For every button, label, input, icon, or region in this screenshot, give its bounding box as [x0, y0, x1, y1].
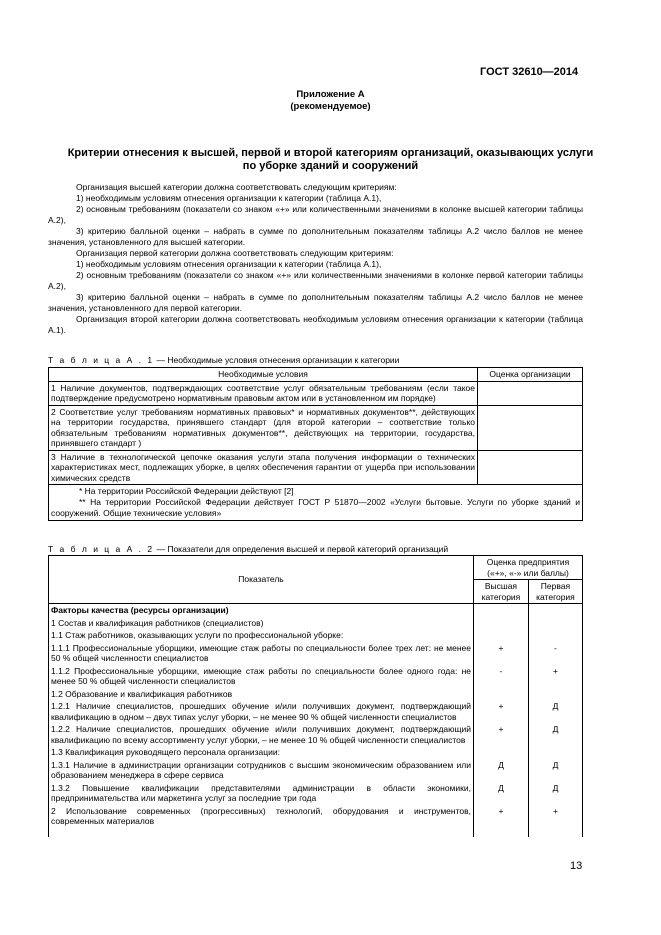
table2-highest-value: Д [474, 759, 529, 782]
page-number: 13 [570, 860, 583, 872]
table2-indicator: Факторы качества (ресурсы организации) [49, 604, 474, 617]
table2-first-value: Д [528, 759, 582, 782]
table2-first-value: Д [528, 723, 582, 746]
criteria-paragraphs [48, 182, 583, 336]
heading-line-2: по уборке зданий и сооружений [242, 160, 419, 172]
table2-header-assessment: Оценка предприятия («+», «-» или баллы) [474, 556, 583, 580]
paragraph: 2) основным требованиям (показатели со знаком «+» или количественными значениями в колонке высшей категории таблицы А.2), [48, 204, 583, 225]
paragraph: 2) основным требованиям (показатели со знаком «+» или количественными значениями в колонке первой категории таблицы А.2), [48, 270, 583, 291]
table2-indicator: 1.3 Квалификация руководящего персонала организации: [49, 746, 474, 759]
table2-indicator: 1.3.1 Наличие в администрации организации сотрудников с высшим экономическим образованием или образованием менеджера в сфере сервиса [49, 759, 474, 782]
table2-indicator: 1.1.2 Профессиональные уборщики, имеющие стаж работы по специальности более одного года: не менее 50 % общей численности специалистов [49, 665, 474, 688]
table-row [49, 723, 583, 746]
table-row [49, 629, 583, 642]
table-row [49, 805, 583, 837]
table-row [49, 782, 583, 805]
paragraph: 3) критерию балльной оценки – набрать в сумме по дополнительным показателям таблицы А.2 число баллов не менее значения, установленного для первой категории. [48, 292, 583, 313]
table2-first-value [528, 746, 582, 759]
footnote-2: ** На территории Российской Федерации действует ГОСТ Р 51870—2002 «Услуги бытовые. Услуги по уборке зданий и сооружений. Общие технические условия» [51, 497, 580, 518]
table1-condition: 3 Наличие в технологической цепочке оказания услуги этапа получения информации о технических характеристиках мест, подлежащих уборке, в целях обеспечения гарантии от ущерба при использовании химических средств [49, 450, 478, 485]
footnote-1: * На территории Российской Федерации действуют [2] [79, 486, 294, 496]
table2-highest-value: + [474, 700, 529, 723]
table2-highest-value [474, 746, 529, 759]
table-row [49, 617, 583, 630]
table-row [49, 665, 583, 688]
table2-first-value: - [528, 642, 582, 665]
table2-highest-value [474, 617, 529, 630]
table2-first-value [528, 629, 582, 642]
paragraph: 1) необходимым условиям отнесения организации к категории (таблица А.1), [76, 259, 382, 269]
table-row [49, 405, 583, 450]
table2-header-indicator: Показатель [49, 556, 474, 604]
table2-highest-value: + [474, 642, 529, 665]
table-row [49, 450, 583, 485]
table2-indicator: 1.1.1 Профессиональные уборщики, имеющие стаж работы по специальности более трех лет: не менее 50 % общей численности специалистов [49, 642, 474, 665]
table1-caption-label: Т а б л и ц а А . 1 [48, 355, 155, 365]
paragraph: 3) критерию балльной оценки – набрать в сумме по дополнительным показателям таблицы А.2 число баллов не менее значения, установленного для высшей категории. [48, 226, 583, 247]
table-a2 [48, 555, 583, 837]
table2-first-value [528, 617, 582, 630]
table1-caption-text: — Необходимые условия отнесения организации к категории [154, 355, 400, 365]
table2-highest-value: + [474, 723, 529, 746]
appendix-status: (рекомендуемое) [290, 101, 371, 112]
table2-first-value: + [528, 665, 582, 688]
table2-indicator: 1.1 Стаж работников, оказывающих услуги по профессиональной уборке: [49, 629, 474, 642]
table2-indicator: 1.3.2 Повышение квалификации представителями администрации в области экономики, предпринимательства или маркетинга услуг за последние три года [49, 782, 474, 805]
table1-condition: 2 Соответствие услуг требованиям нормативных правовых* и нормативных документов**, действующих на территории государства, принявшего стандарт (для второй категории – соответствие только обязательным требованиям нормативных документов**, действующих на территории, государства, принявшего стандарт ) [49, 405, 478, 450]
table2-indicator: 1.2 Образование и квалификация работников [49, 688, 474, 701]
table2-highest-value: - [474, 665, 529, 688]
table1-header-conditions: Необходимые условия [49, 368, 478, 382]
table-row [49, 381, 583, 405]
paragraph: 1) необходимым условиям отнесения организации к категории (таблица А.1), [76, 193, 382, 203]
table-row [49, 688, 583, 701]
table-row [49, 759, 583, 782]
table2-first-value: Д [528, 700, 582, 723]
table-row [49, 700, 583, 723]
table-row [49, 642, 583, 665]
table1-footnotes [49, 485, 583, 521]
table1-score-cell [478, 381, 583, 405]
table2-header-highest: Высшая категория [474, 580, 529, 604]
paragraph: Организация высшей категории должна соответствовать следующим критериям: [76, 182, 397, 192]
table2-indicator: 1 Состав и квалификация работников (специалистов) [49, 617, 474, 630]
table2-highest-value [474, 688, 529, 701]
table2-first-value [528, 604, 582, 617]
table2-indicator: 1.2.1 Наличие специалистов, прошедших обучение и/или получивших документ, подтверждающий квалификацию в одном – двух типах услуг уборки, – не менее 90 % общей численности специалистов [49, 700, 474, 723]
table2-caption-label: Т а б л и ц а А . 2 [48, 544, 155, 554]
table2-first-value [528, 688, 582, 701]
paragraph: Организация второй категории должна соответствовать необходимым условиям отнесения организации к категории (таблица А.1). [48, 314, 583, 335]
table2-first-value: Д [528, 782, 582, 805]
heading-line-1: Критерии отнесения к высшей, первой и второй категориям организаций, оказывающих услуги [67, 147, 594, 159]
table1-header-score: Оценка организации [478, 368, 583, 382]
table-row [49, 604, 583, 617]
table-row [49, 746, 583, 759]
paragraph: Организация первой категории должна соответствовать следующим критериям: [76, 248, 394, 258]
table2-caption-text: — Показатели для определения высшей и первой категорий организаций [154, 544, 449, 554]
table1-condition: 1 Наличие документов, подтверждающих соответствие услуг обязательным требованиям (если такое подтверждение предусмотрено нормативным правовым актом или в установленном им порядке) [49, 381, 478, 405]
table2-caption [48, 544, 448, 554]
table-a1 [48, 367, 583, 521]
table2-highest-value [474, 604, 529, 617]
table1-score-cell [478, 405, 583, 450]
table2-indicator: 1.2.2 Наличие специалистов, прошедших обучение и/или получивших документ, подтверждающий квалификацию по всему ассортименту услуг уборки, – не менее 10 % общей численности специалистов [49, 723, 474, 746]
table2-highest-value [474, 629, 529, 642]
table2-highest-value: + [474, 805, 529, 837]
appendix-title: Приложение А [296, 89, 365, 100]
standard-code: ГОСТ 32610—2014 [480, 66, 579, 78]
table2-highest-value: Д [474, 782, 529, 805]
document-heading [48, 147, 613, 173]
table2-header-first: Первая категория [528, 580, 582, 604]
table1-score-cell [478, 450, 583, 485]
table2-indicator: 2 Использование современных (прогрессивных) технологий, оборудования и инструментов, современных материалов [49, 805, 474, 837]
table2-first-value: + [528, 805, 582, 837]
table1-caption [48, 355, 399, 365]
